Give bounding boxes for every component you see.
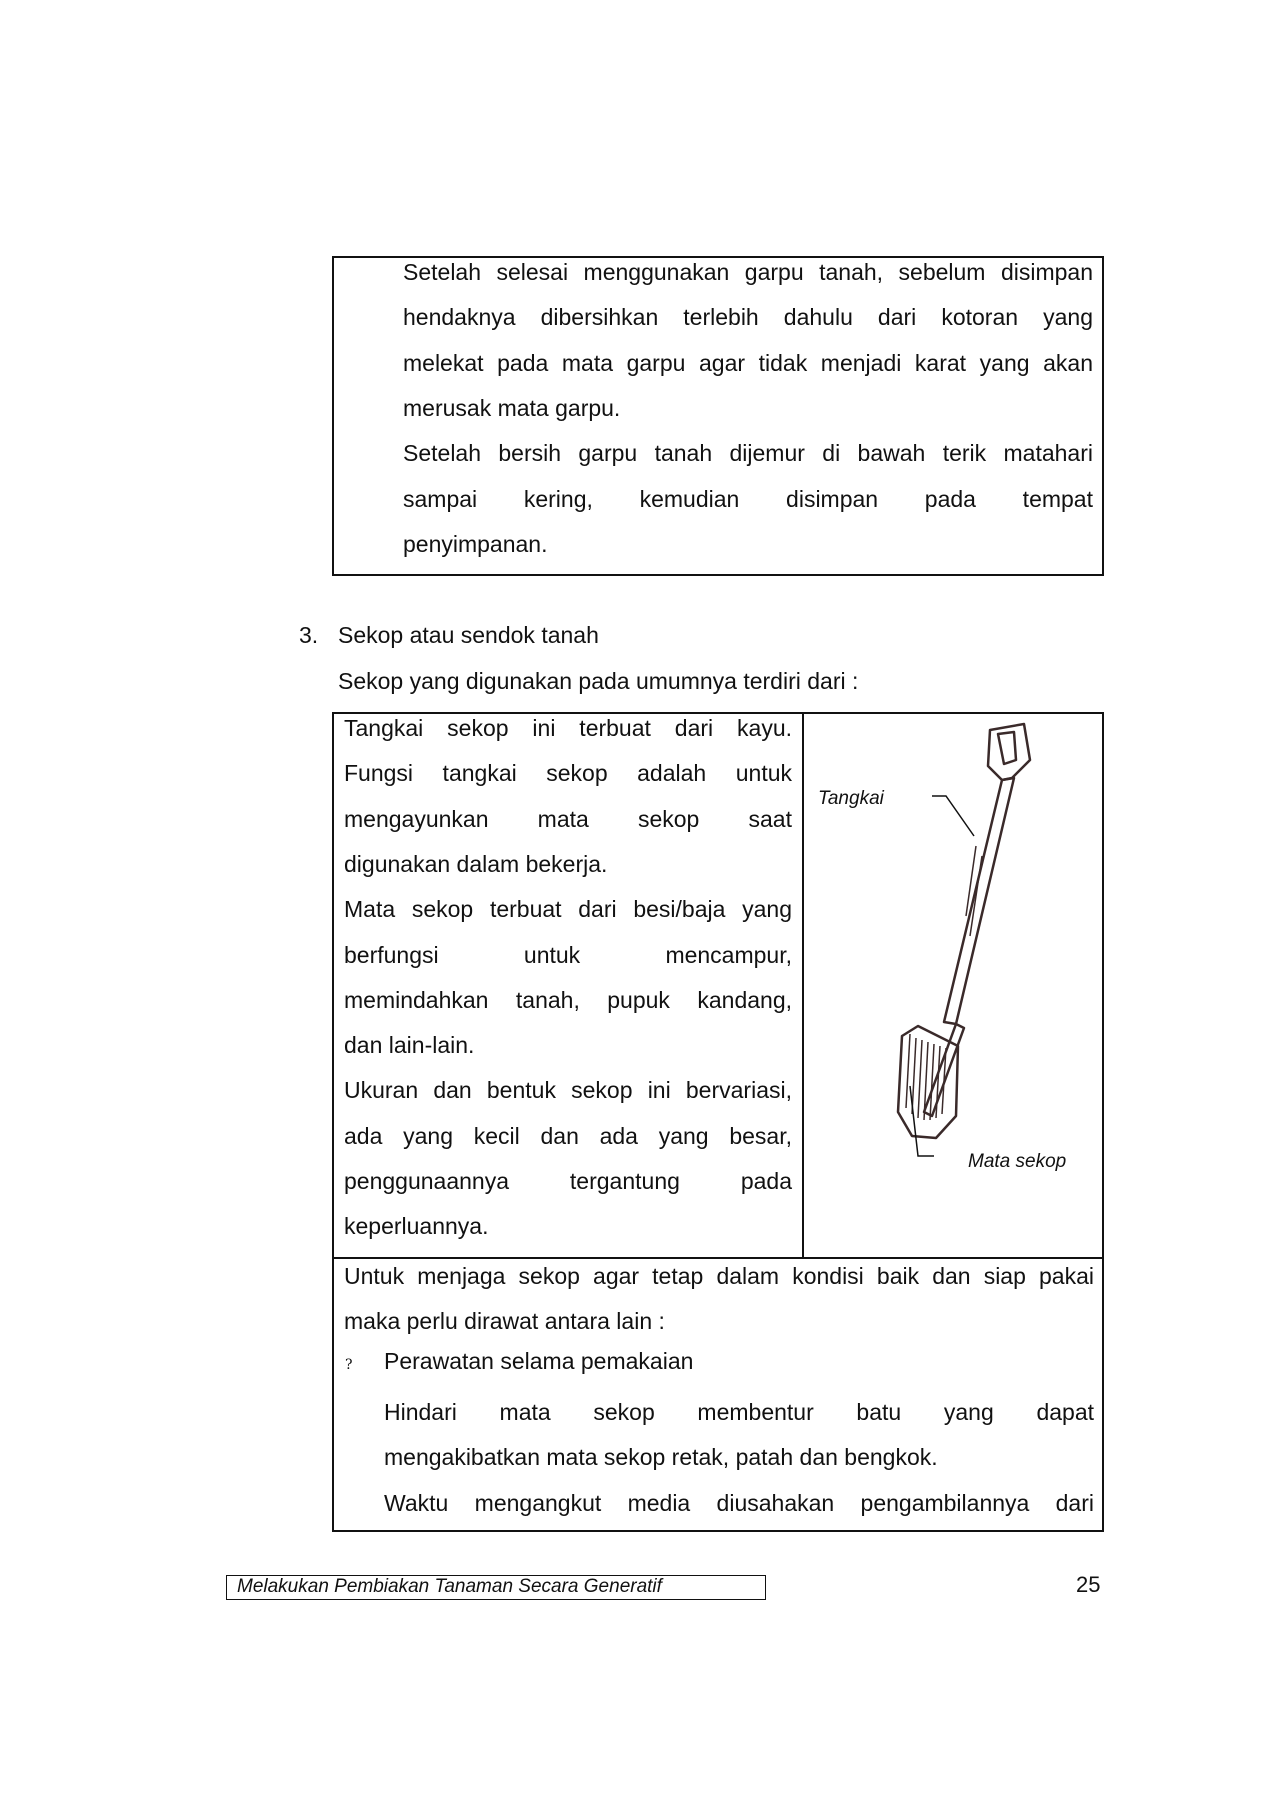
text-line: mengakibatkan mata sekop retak, patah dan bengkok. bbox=[384, 1444, 938, 1471]
section-number: 3. bbox=[299, 622, 319, 648]
text-line: mengayunkan mata sekop saat bbox=[344, 805, 792, 832]
blade-label: Mata sekop bbox=[968, 1151, 1067, 1172]
bullet-icon: ? bbox=[345, 1357, 353, 1373]
text-line: Mata sekop terbuat dari besi/baja yang bbox=[344, 896, 792, 923]
text-line: Fungsi tangkai sekop adalah untuk bbox=[344, 760, 792, 787]
text-line: maka perlu dirawat antara lain : bbox=[344, 1308, 665, 1335]
text-line: hendaknya dibersihkan terlebih dahulu dari kotoran yang bbox=[403, 304, 1093, 331]
text-line: penggunaannya tergantung pada bbox=[344, 1168, 792, 1194]
section-title: Sekop atau sendok tanah bbox=[338, 622, 599, 648]
text-line: ada yang kecil dan ada yang besar, bbox=[344, 1122, 792, 1149]
text-line: berfungsi untuk mencampur, bbox=[344, 941, 792, 968]
text-line: penyimpanan. bbox=[403, 530, 548, 557]
text-line: Tangkai sekop ini terbuat dari kayu. bbox=[344, 715, 792, 741]
text-line: Setelah selesai menggunakan garpu tanah, sebelum disimpan bbox=[403, 259, 1093, 285]
text-line: melekat pada mata garpu agar tidak menjadi karat yang akan bbox=[403, 349, 1093, 376]
text-line: merusak mata garpu. bbox=[403, 394, 621, 421]
text-line: Untuk menjaga sekop agar tetap dalam kondisi baik dan siap pakai bbox=[344, 1263, 1094, 1289]
text-line: keperluannya. bbox=[344, 1213, 489, 1240]
table-column-divider bbox=[802, 712, 804, 1258]
table-row-divider bbox=[332, 1257, 1104, 1259]
text-line: Setelah bersih garpu tanah dijemur di bawah terik matahari bbox=[403, 440, 1093, 467]
text-line: memindahkan tanah, pupuk kandang, bbox=[344, 986, 792, 1013]
text-line: digunakan dalam bekerja. bbox=[344, 850, 608, 877]
text-line: Hindari mata sekop membentur batu yang dapat bbox=[384, 1399, 1094, 1425]
handle-label: Tangkai bbox=[818, 788, 884, 809]
text-line: Ukuran dan bentuk sekop ini bervariasi, bbox=[344, 1077, 792, 1104]
text-line: sampai kering, kemudian disimpan pada tempat bbox=[403, 485, 1093, 512]
handle-leader-line bbox=[932, 796, 974, 836]
section-intro: Sekop yang digunakan pada umumnya terdiri dari : bbox=[338, 668, 859, 694]
text-line: Waktu mengangkut media diusahakan pengambilannya dari bbox=[384, 1489, 1094, 1516]
footer-title: Melakukan Pembiakan Tanaman Secara Generatif bbox=[226, 1575, 766, 1600]
page-number: 25 bbox=[1076, 1572, 1101, 1597]
bullet-title: Perawatan selama pemakaian bbox=[384, 1348, 694, 1374]
text-line: dan lain-lain. bbox=[344, 1032, 475, 1059]
shovel-handle bbox=[944, 778, 1014, 1024]
